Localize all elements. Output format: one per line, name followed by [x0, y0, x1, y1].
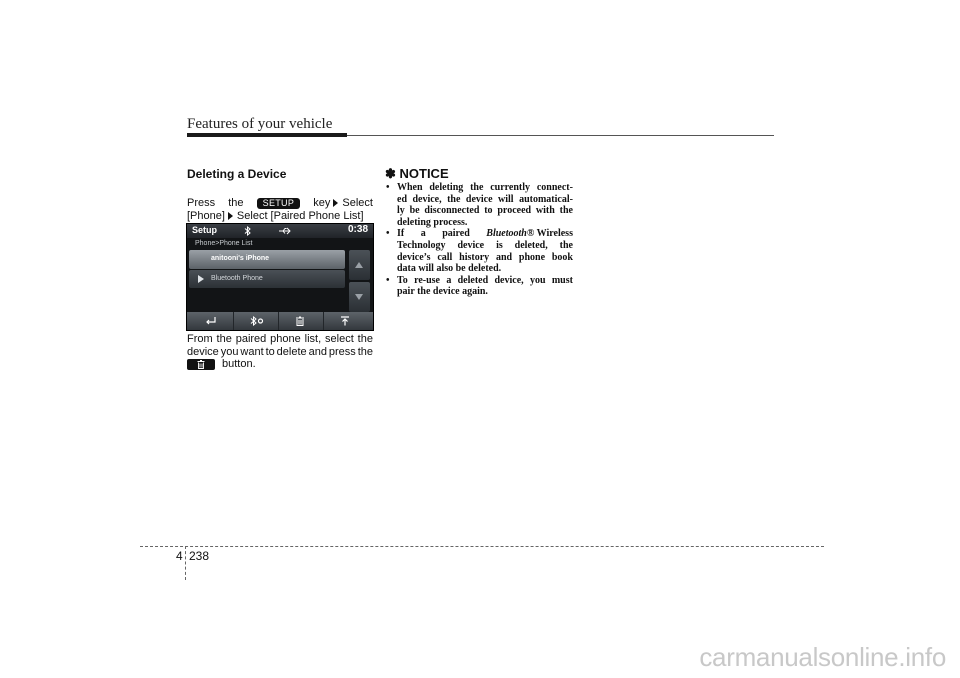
header-rule-thick: [187, 133, 347, 137]
trash-icon: [295, 316, 305, 326]
arrow-right-icon: [333, 199, 338, 207]
trash-key-badge: [187, 359, 215, 370]
bluetooth-settings-button[interactable]: [234, 312, 279, 330]
screen-bottom-bar: [187, 312, 373, 330]
setup-key-badge: SETUP: [257, 198, 301, 209]
play-icon: [198, 275, 204, 283]
notice-item: • To re-use a deleted device, you must pair the device again.: [385, 275, 573, 298]
header-rule-thin: [347, 135, 774, 136]
section-title: Deleting a Device: [187, 167, 287, 181]
bluetooth-settings-icon: [250, 316, 264, 326]
scroll-up-button[interactable]: [349, 250, 370, 280]
notice-item: • If a paired Bluetooth® Wireless Technology device is deleted, the device’s call history and phone book data will also be deleted.: [385, 228, 573, 274]
watermark-text: carmanualsonline.info: [699, 642, 946, 672]
notice-item: • When deleting the currently connect- ed device, the device will automatical- ly be disconnected to proceed with the deleting process.: [385, 182, 573, 228]
scroll-down-button[interactable]: [349, 282, 370, 312]
screen-clock: 0:38: [347, 224, 368, 235]
footer-rule: [140, 546, 824, 547]
instruction-paragraph: [187, 197, 373, 222]
page-header-title: Features of your vehicle: [187, 116, 333, 132]
back-button[interactable]: [189, 312, 234, 330]
usb-icon: [279, 227, 291, 235]
footer-vertical-rule: [185, 546, 186, 580]
head-unit-screen: [186, 223, 374, 331]
chapter-number: 4: [176, 549, 183, 563]
paired-phone-item[interactable]: [189, 270, 345, 288]
arrow-right-icon: [228, 212, 233, 220]
paired-phone-label: anitooni's iPhone: [211, 255, 270, 262]
screen-title: Setup: [192, 225, 218, 235]
page-number: 238: [189, 549, 210, 563]
back-icon: [205, 316, 217, 326]
chevron-up-icon: [355, 262, 363, 268]
screen-status-bar: [187, 224, 373, 238]
paired-phone-label: Bluetooth Phone: [211, 275, 263, 282]
disconnect-icon: [340, 316, 350, 326]
trash-icon: [197, 360, 205, 369]
delete-device-button[interactable]: [279, 312, 324, 330]
delete-instruction-paragraph: From the paired phone list, select the device you want to delete and press the button.: [187, 333, 373, 370]
screen-breadcrumb: Phone>Phone List: [195, 240, 253, 247]
notice-list: [385, 182, 573, 298]
instruction-line: Press the SETUP key Select: [187, 197, 373, 209]
instruction-line: [Phone] Select [Paired Phone List]: [187, 209, 364, 222]
disconnect-button[interactable]: [324, 312, 368, 330]
chevron-down-icon: [355, 294, 363, 300]
notice-title: ✽ NOTICE: [385, 166, 449, 181]
bluetooth-icon: [244, 226, 251, 236]
paired-phone-item[interactable]: [189, 250, 345, 269]
